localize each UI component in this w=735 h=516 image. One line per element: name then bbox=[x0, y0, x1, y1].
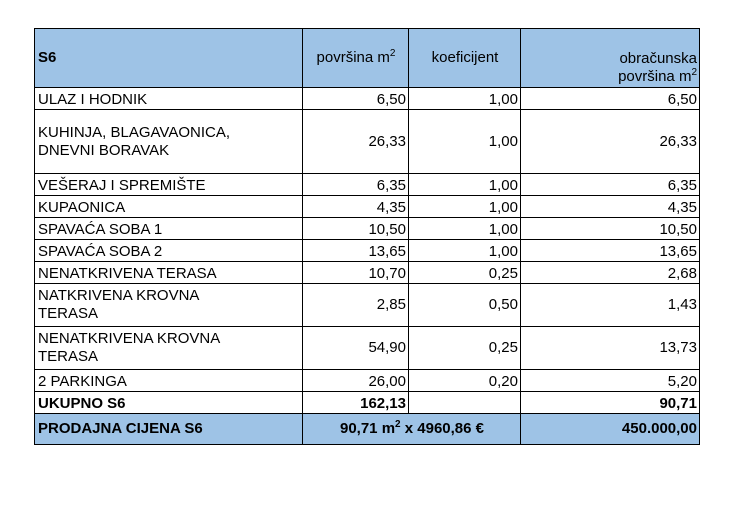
total-area: 162,13 bbox=[303, 392, 409, 414]
room-area: 26,00 bbox=[303, 370, 409, 392]
room-name bbox=[35, 327, 303, 370]
room-area: 54,90 bbox=[303, 327, 409, 370]
price-formula-sup: 2 bbox=[395, 419, 401, 430]
room-name: SPAVAĆA SOBA 2 bbox=[35, 240, 303, 262]
header-area-sup: 2 bbox=[389, 48, 396, 59]
room-area: 26,33 bbox=[303, 110, 409, 174]
room-calc: 10,50 bbox=[521, 218, 700, 240]
room-area: 4,35 bbox=[303, 196, 409, 218]
room-name: SPAVAĆA SOBA 1 bbox=[35, 218, 303, 240]
room-coef: 0,50 bbox=[409, 284, 521, 327]
room-name: VEŠERAJ I SPREMIŠTE bbox=[35, 174, 303, 196]
room-name-line2: DNEVNI BORAVAK bbox=[38, 141, 170, 159]
header-area bbox=[303, 29, 409, 88]
header-calc-sup: 2 bbox=[691, 67, 697, 78]
header-calc-line1: obračunska bbox=[619, 50, 697, 67]
room-calc: 13,73 bbox=[521, 327, 700, 370]
room-calc: 4,35 bbox=[521, 196, 700, 218]
price-row bbox=[35, 414, 700, 445]
room-area: 2,85 bbox=[303, 284, 409, 327]
room-name bbox=[35, 284, 303, 327]
table-row bbox=[35, 110, 700, 174]
room-calc: 6,50 bbox=[521, 88, 700, 110]
room-name: ULAZ I HODNIK bbox=[35, 88, 303, 110]
table-row bbox=[35, 174, 700, 196]
table-row bbox=[35, 262, 700, 284]
price-formula-b: x 4960,86 € bbox=[400, 420, 485, 437]
area-table bbox=[34, 28, 700, 445]
table-row bbox=[35, 88, 700, 110]
header-area-text: površina m bbox=[316, 49, 390, 66]
room-calc: 1,43 bbox=[521, 284, 700, 327]
room-calc: 5,20 bbox=[521, 370, 700, 392]
room-coef: 1,00 bbox=[409, 174, 521, 196]
room-calc: 26,33 bbox=[521, 110, 700, 174]
room-coef: 0,20 bbox=[409, 370, 521, 392]
room-area: 10,70 bbox=[303, 262, 409, 284]
table-row bbox=[35, 218, 700, 240]
room-name-line1: KUHINJA, BLAGAVAONICA, bbox=[38, 123, 230, 141]
room-area: 6,50 bbox=[303, 88, 409, 110]
header-calc-line2-wrap bbox=[524, 68, 697, 86]
table-row bbox=[35, 327, 700, 370]
room-coef: 1,00 bbox=[409, 196, 521, 218]
room-coef: 1,00 bbox=[409, 240, 521, 262]
header-calc bbox=[521, 29, 700, 88]
room-area: 10,50 bbox=[303, 218, 409, 240]
room-area: 6,35 bbox=[303, 174, 409, 196]
price-formula bbox=[303, 414, 521, 445]
room-calc: 13,65 bbox=[521, 240, 700, 262]
table-row bbox=[35, 196, 700, 218]
room-coef: 0,25 bbox=[409, 262, 521, 284]
room-calc: 6,35 bbox=[521, 174, 700, 196]
room-name: 2 PARKINGA bbox=[35, 370, 303, 392]
total-calc: 90,71 bbox=[521, 392, 700, 414]
total-coef-empty bbox=[409, 392, 521, 414]
header-row bbox=[35, 29, 700, 88]
room-area: 13,65 bbox=[303, 240, 409, 262]
price-value: 450.000,00 bbox=[521, 414, 700, 445]
table-row bbox=[35, 370, 700, 392]
room-name: NENATKRIVENA TERASA bbox=[35, 262, 303, 284]
total-label: UKUPNO S6 bbox=[35, 392, 303, 414]
price-label: PRODAJNA CIJENA S6 bbox=[35, 414, 303, 445]
room-name-line1: NATKRIVENA KROVNA bbox=[38, 287, 200, 304]
room-name bbox=[35, 110, 303, 174]
room-name-line1: NENATKRIVENA KROVNA bbox=[38, 330, 221, 347]
room-calc: 2,68 bbox=[521, 262, 700, 284]
header-calc-line2: površina m bbox=[618, 68, 692, 85]
price-formula-a: 90,71 m bbox=[339, 420, 396, 437]
table-row bbox=[35, 284, 700, 327]
room-coef: 1,00 bbox=[409, 88, 521, 110]
table-row bbox=[35, 240, 700, 262]
room-name-line2: TERASA bbox=[38, 348, 99, 365]
room-coef: 1,00 bbox=[409, 110, 521, 174]
total-row bbox=[35, 392, 700, 414]
room-coef: 1,00 bbox=[409, 218, 521, 240]
room-name-line2: TERASA bbox=[38, 305, 99, 322]
room-coef: 0,25 bbox=[409, 327, 521, 370]
room-name: KUPAONICA bbox=[35, 196, 303, 218]
header-title: S6 bbox=[35, 29, 303, 88]
header-coef: koeficijent bbox=[409, 29, 521, 88]
